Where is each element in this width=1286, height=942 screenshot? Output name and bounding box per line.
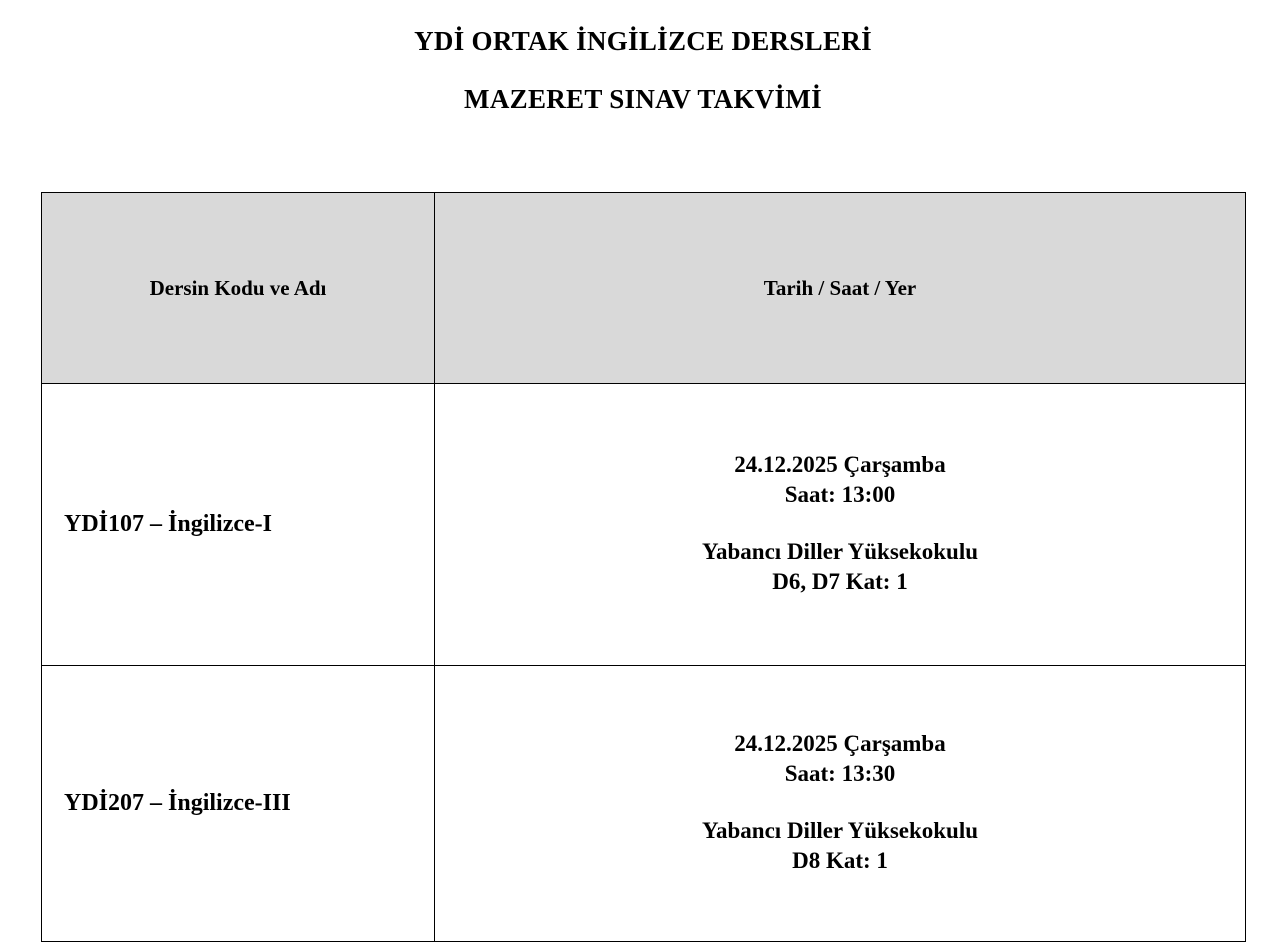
exam-location-block	[445, 816, 1235, 877]
exam-venue: Yabancı Diller Yüksekokulu	[701, 538, 979, 564]
exam-date: 24.12.2025 Çarşamba	[734, 451, 946, 477]
exam-room: D6, D7 Kat: 1	[772, 568, 908, 594]
cell-exam-details	[435, 666, 1246, 942]
table-header-row	[42, 193, 1246, 384]
exam-venue: Yabancı Diller Yüksekokulu	[701, 817, 979, 843]
exam-date: 24.12.2025 Çarşamba	[734, 730, 946, 756]
exam-time: Saat: 13:30	[784, 761, 896, 787]
page-title-line-1: YDİ ORTAK İNGİLİZCE DERSLERİ	[414, 26, 872, 56]
table-row	[42, 666, 1246, 942]
table-body	[42, 384, 1246, 942]
exam-room: D8 Kat: 1	[792, 847, 888, 873]
exam-schedule-table-wrapper	[41, 113, 1245, 942]
exam-location-block	[445, 537, 1235, 598]
column-header-details: Tarih / Saat / Yer	[435, 193, 1246, 384]
table-row	[42, 384, 1246, 666]
table-header	[42, 193, 1246, 384]
exam-schedule-table	[41, 192, 1246, 942]
page-title-line-2: MAZERET SINAV TAKVİMİ	[464, 84, 822, 114]
cell-course-name: YDİ207 – İngilizce-III	[42, 666, 435, 942]
column-header-course: Dersin Kodu ve Adı	[42, 193, 435, 384]
cell-course-name: YDİ107 – İngilizce-I	[42, 384, 435, 666]
exam-datetime-block	[445, 729, 1235, 790]
exam-datetime-block	[445, 450, 1235, 511]
exam-time: Saat: 13:00	[784, 482, 896, 508]
cell-exam-details	[435, 384, 1246, 666]
